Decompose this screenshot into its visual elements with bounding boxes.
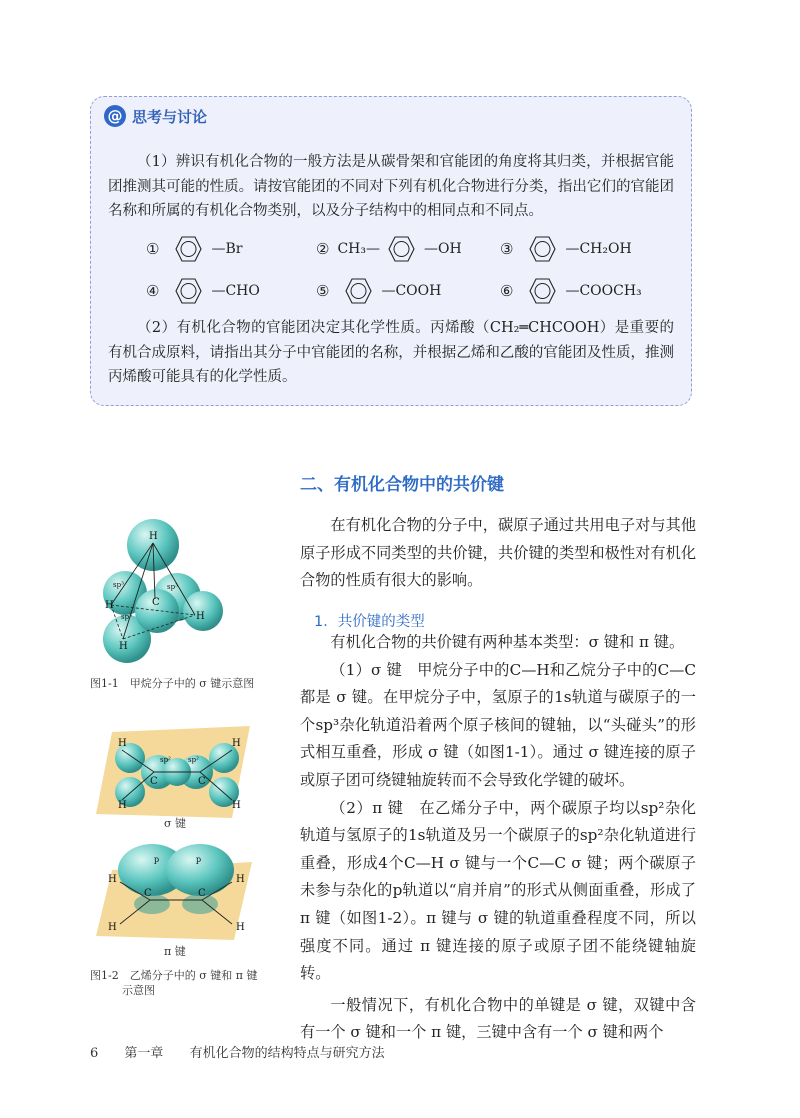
benzene-ring-icon <box>521 234 563 264</box>
formula-4: ④ —CHO <box>146 276 260 306</box>
benzene-ring-icon <box>337 276 379 306</box>
paragraph-pi-bond: （2）π 键 在乙烯分子中，两个碳原子均以sp²杂化轨道与氢原子的1s轨道及另一个碳原子的sp²杂化轨道进行重叠，形成4个C—H σ 键与一个C—C σ 键；两个碳原子未参与杂化的p轨道以“肩并肩”的形式从侧面重叠，形成了 π 键（如图1-2）。π 键与 σ 键的轨道重叠程度不同，所以强度不同。通过 π 键连接的原子或原子团不能绕键轴旋转。 <box>300 798 696 983</box>
paragraph-bond-types: 有机化合物的共价键有两种基本类型：σ 键和 π 键。 <box>330 633 685 651</box>
benzene-ring-icon <box>521 276 563 306</box>
orbital-label-sp2: sp² <box>160 756 171 764</box>
subsection-title: 1．共价键的类型 <box>314 614 425 630</box>
benzene-ring-icon <box>167 234 209 264</box>
sigma-bond-label: σ 键 <box>164 817 187 830</box>
atom-label-c: C <box>198 776 206 787</box>
orbital-label-p: p <box>154 855 160 864</box>
question-2: （2）有机化合物的官能团决定其化学性质。丙烯酸（CH₂═CHCOOH）是重要的有机合成原料，请指出其分子中官能团的名称，并根据乙烯和乙酸的官能团及性质，推测丙烯酸可能具有的化学性质。 <box>108 320 674 385</box>
atom-label-h: H <box>118 800 127 811</box>
methane-sigma-figure <box>95 515 235 665</box>
formula-1: ① —Br <box>146 234 242 264</box>
formula-3: ③ —CH₂OH <box>500 234 632 264</box>
orbital-label-p: p <box>196 855 202 864</box>
formula-2: ② CH₃— —OH <box>316 234 462 264</box>
page-number: 6 <box>90 1046 99 1061</box>
section-title: 二、有机化合物中的共价键 <box>300 475 504 495</box>
chapter-title: 有机化合物的结构特点与研究方法 <box>189 1046 385 1061</box>
paragraph-sigma-bond: （1）σ 键 甲烷分子中的C—H和乙烷分子中的C—C都是 σ 键。在甲烷分子中，氢原子的1s轨道与碳原子的一个sp³杂化轨道沿着两个原子核间的键轴，以“头碰头”的形式相互重叠，形成 σ 键（如图1-1）。通过 σ 键连接的原子或原子团可绕键轴旋转而不会导致化学键的破坏。 <box>300 660 696 789</box>
atom-label-c: C <box>198 888 206 899</box>
body-paragraphs <box>300 629 696 1047</box>
atom-label-h: H <box>119 641 128 652</box>
atom-label-c: C <box>144 888 152 899</box>
orbital-label-sp2: sp² <box>188 756 199 764</box>
atom-label-c: C <box>152 597 160 608</box>
atom-label-h: H <box>108 922 117 933</box>
orbital-label-sp3: sp³ <box>113 581 124 589</box>
chapter-label: 第一章 <box>124 1046 164 1061</box>
think-discuss-title: 思考与讨论 <box>132 107 208 126</box>
ethylene-sigma-figure <box>92 722 262 822</box>
pi-bond-label: π 键 <box>164 945 186 958</box>
page-footer <box>90 1042 407 1061</box>
think-discuss-header <box>104 103 207 129</box>
atom-label-h: H <box>232 738 241 749</box>
atom-label-h: H <box>118 738 127 749</box>
atom-label-h: H <box>196 611 205 622</box>
figure-1-2-caption: 图1-2 乙烯分子中的 σ 键和 π 键 示意图 <box>90 969 258 997</box>
atom-label-h: H <box>108 874 117 885</box>
atom-label-h: H <box>105 600 114 611</box>
ethylene-pi-figure <box>92 840 262 942</box>
atom-label-h: H <box>149 531 158 542</box>
atom-label-h: H <box>232 800 241 811</box>
formula-number: ① <box>146 240 160 258</box>
benzene-ring-icon <box>167 276 209 306</box>
orbital-label-sp3: sp³ <box>167 583 178 591</box>
atom-label-c: C <box>150 776 158 787</box>
atom-label-h: H <box>236 874 245 885</box>
atom-label-h: H <box>236 922 245 933</box>
formula-5: ⑤ —COOH <box>316 276 441 306</box>
formula-6: ⑥ —COOCH₃ <box>500 276 642 306</box>
paragraph-general: 一般情况下，有机化合物中的单键是 σ 键，双键中含有一个 σ 键和一个 π 键，三键中含有一个 σ 键和两个 <box>300 995 696 1042</box>
benzene-ring-icon <box>380 234 422 264</box>
orbital-label-sp3: sp³ <box>121 613 132 621</box>
question-1: （1）辨识有机化合物的一般方法是从碳骨架和官能团的角度将其归类，并根据官能团推测其可能的性质。请按官能团的不同对下列有机化合物进行分类，指出它们的官能团名称和所属的有机化合物类别，以及分子结构中的相同点和不同点。 <box>108 154 674 219</box>
discussion-icon: @ <box>104 105 126 127</box>
intro-paragraph: 在有机化合物的分子中，碳原子通过共用电子对与其他原子形成不同类型的共价键，共价键的类型和极性对有机化合物的性质有很大的影响。 <box>300 516 696 590</box>
figure-1-1-caption: 图1-1 甲烷分子中的 σ 键示意图 <box>90 677 255 690</box>
